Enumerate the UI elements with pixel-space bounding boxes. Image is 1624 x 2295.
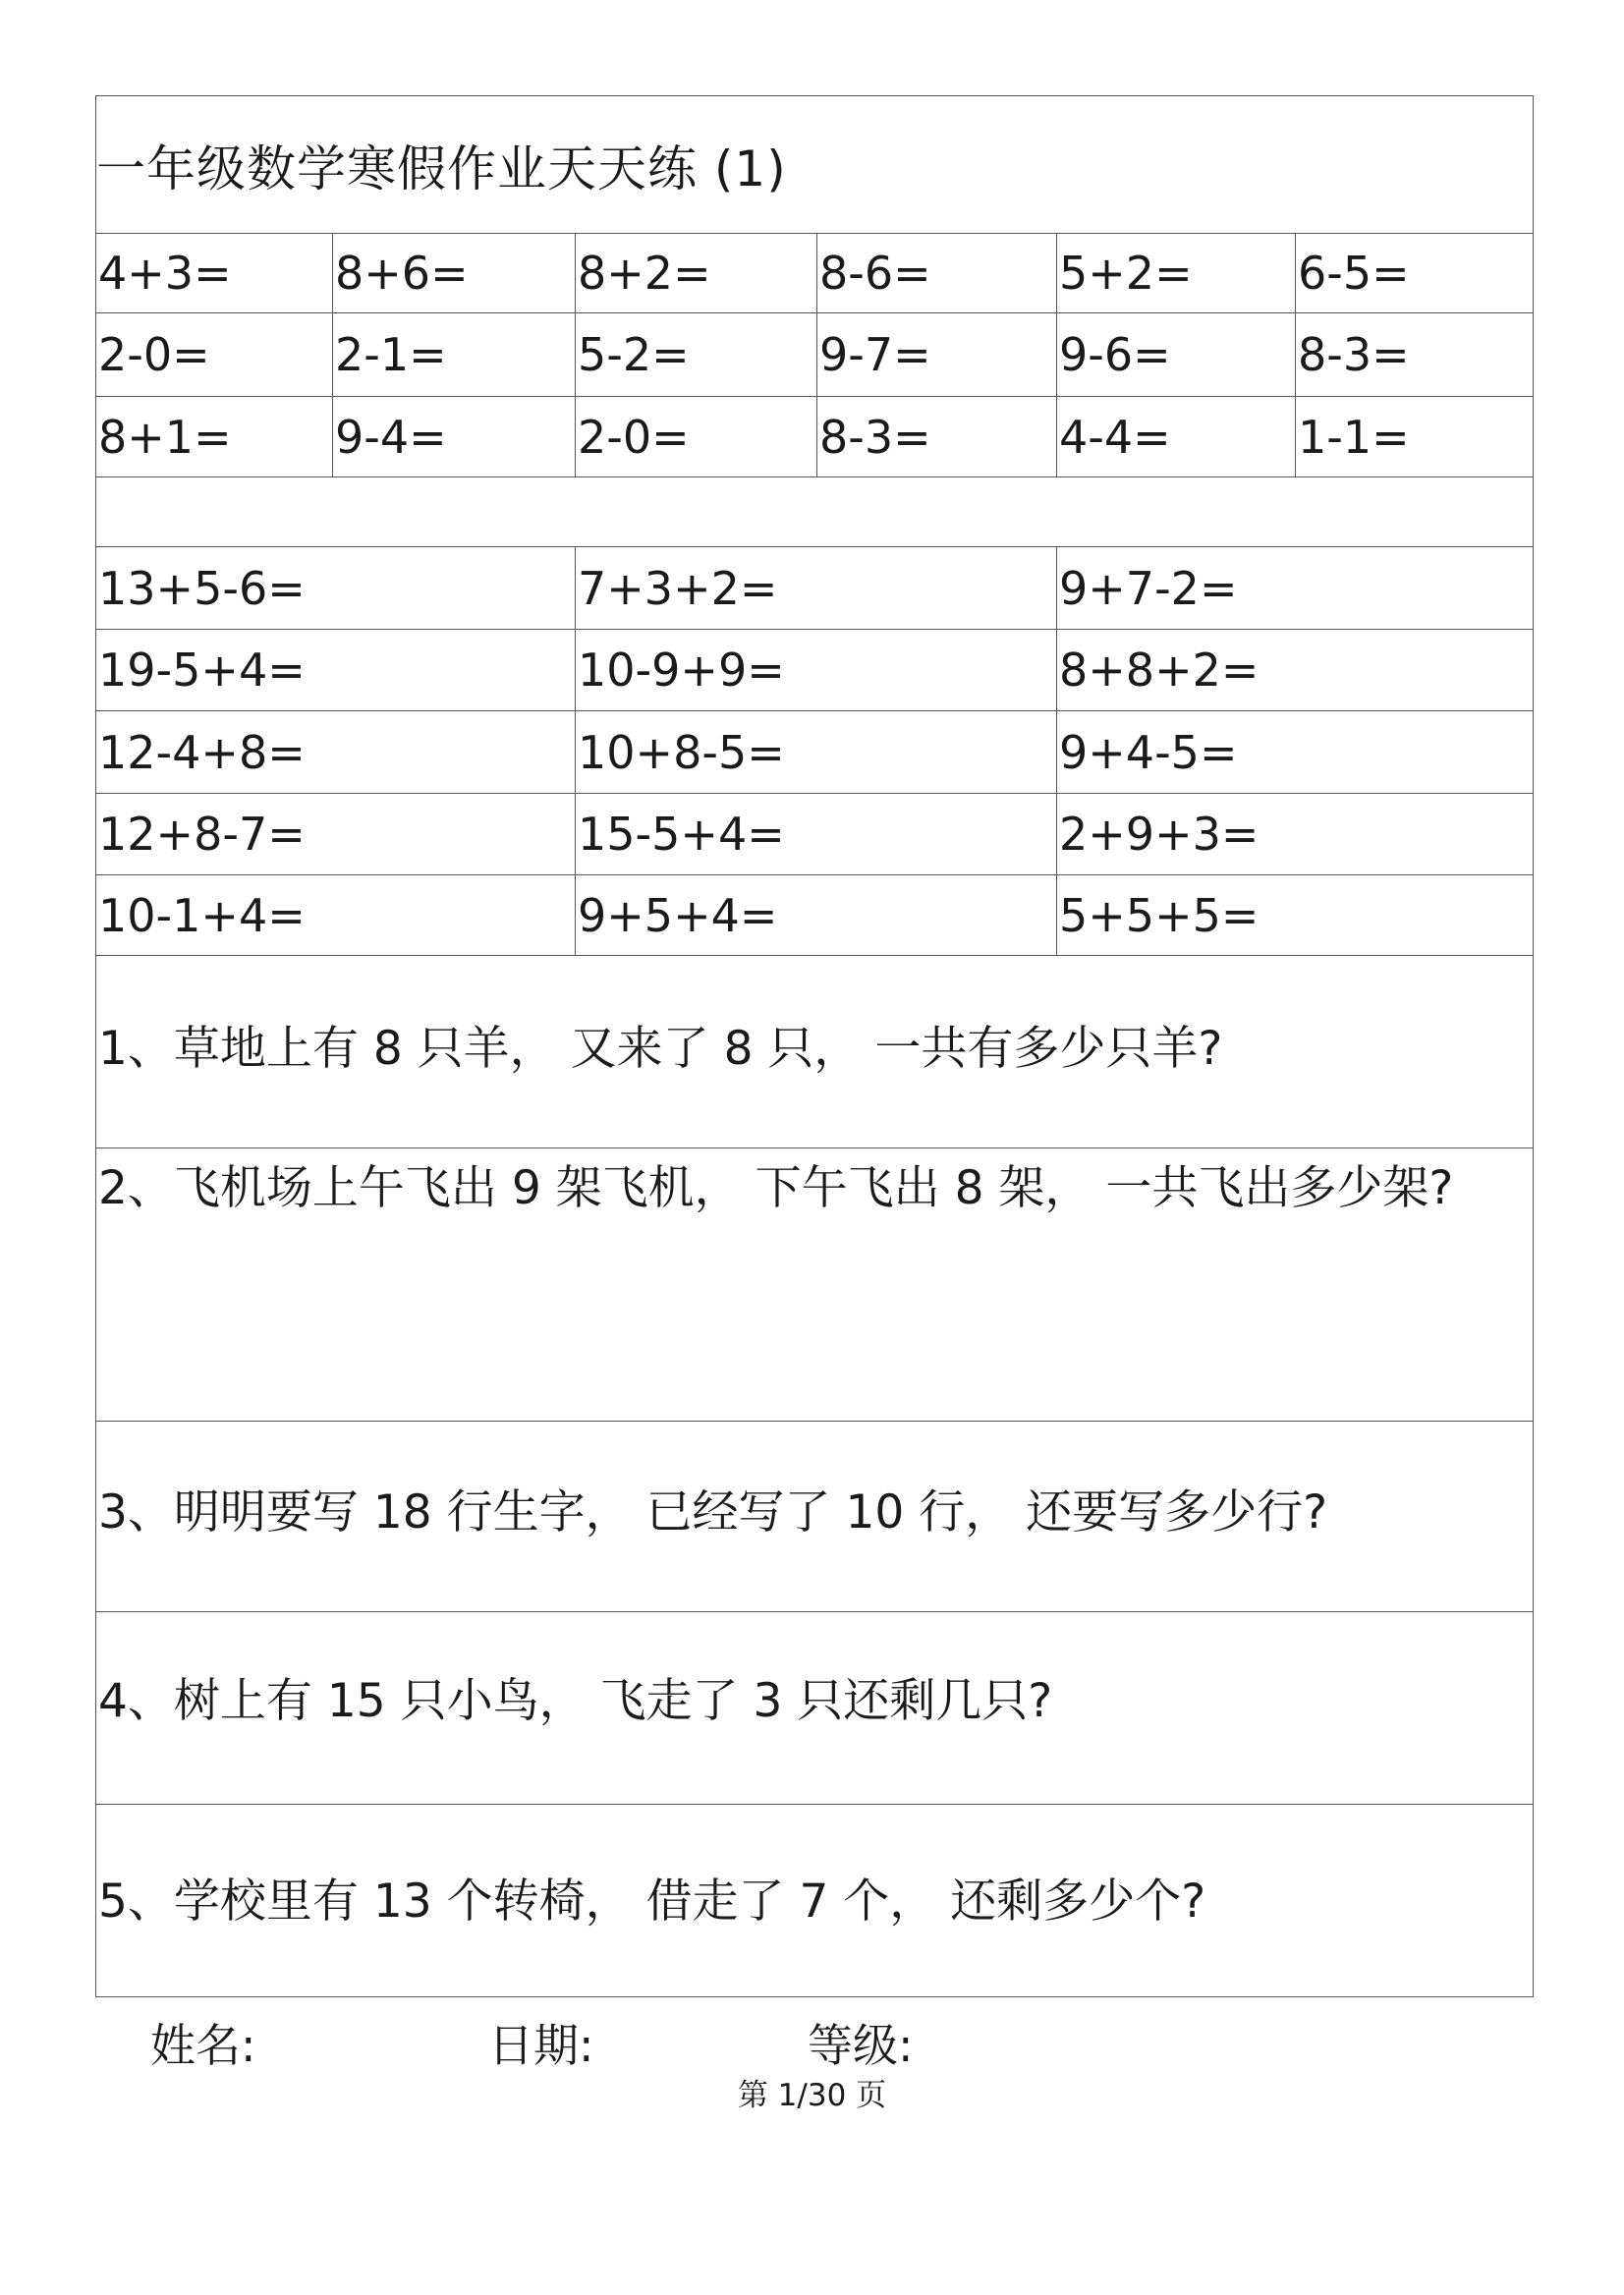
worksheet-title: 一年级数学寒假作业天天练 (1) bbox=[96, 96, 1533, 234]
equation-cell: 2-0= bbox=[98, 328, 210, 381]
equation-cell: 8-3= bbox=[816, 397, 1056, 476]
simple-row-2 bbox=[96, 313, 1533, 397]
equation-cell: 9-7= bbox=[816, 313, 1056, 396]
equation-cell: 15-5+4= bbox=[575, 794, 1056, 874]
equation-cell: 10-1+4= bbox=[98, 888, 306, 942]
equation-cell: 2+9+3= bbox=[1056, 794, 1533, 874]
equation-cell: 8+8+2= bbox=[1056, 630, 1533, 710]
word-problem-5 bbox=[96, 1805, 1533, 1996]
word-problem-text: 4、树上有 15 只小鸟， 飞走了 3 只还剩几只? bbox=[98, 1674, 1053, 1728]
page-number: 第 1/30 页 bbox=[737, 2078, 887, 2113]
worksheet-table bbox=[95, 95, 1534, 1997]
equation-cell: 10+8-5= bbox=[575, 711, 1056, 793]
equation-cell: 2-0= bbox=[575, 397, 816, 476]
equation-cell: 8-3= bbox=[1295, 313, 1533, 396]
mixed-row-1 bbox=[96, 547, 1533, 630]
simple-row-1 bbox=[96, 234, 1533, 313]
mixed-row-4 bbox=[96, 794, 1533, 875]
equation-cell: 12-4+8= bbox=[98, 725, 306, 779]
mixed-row-5 bbox=[96, 875, 1533, 956]
equation-cell: 5+5+5= bbox=[1056, 875, 1533, 955]
equation-cell: 8-6= bbox=[816, 234, 1056, 312]
equation-cell: 9+7-2= bbox=[1056, 547, 1533, 629]
word-problem-text: 2、飞机场上午飞出 9 架飞机， 下午飞出 8 架， 一共飞出多少架? bbox=[98, 1161, 1454, 1215]
word-problem-text: 5、学校里有 13 个转椅， 借走了 7 个， 还剩多少个? bbox=[98, 1875, 1206, 1929]
equation-cell: 5+2= bbox=[1056, 234, 1295, 312]
word-problem-4 bbox=[96, 1612, 1533, 1805]
date-label: 日期: bbox=[488, 2019, 594, 2072]
equation-cell: 9-6= bbox=[1056, 313, 1295, 396]
word-problem-text: 3、明明要写 18 行生字， 已经写了 10 行， 还要写多少行? bbox=[98, 1485, 1328, 1539]
equation-cell: 1-1= bbox=[1295, 397, 1533, 476]
spacer-row bbox=[96, 477, 1533, 547]
mixed-row-2 bbox=[96, 630, 1533, 711]
word-problem-text: 1、草地上有 8 只羊， 又来了 8 只， 一共有多少只羊? bbox=[98, 1022, 1223, 1076]
mixed-row-3 bbox=[96, 711, 1533, 794]
grade-label: 等级: bbox=[808, 2019, 914, 2072]
equation-cell: 6-5= bbox=[1295, 234, 1533, 312]
equation-cell: 12+8-7= bbox=[98, 808, 306, 861]
equation-cell: 2-1= bbox=[332, 313, 575, 396]
equation-cell: 5-2= bbox=[575, 313, 816, 396]
word-problem-2 bbox=[96, 1148, 1533, 1422]
equation-cell: 4+3= bbox=[98, 247, 232, 300]
word-problem-1 bbox=[96, 956, 1533, 1148]
name-label: 姓名: bbox=[150, 2019, 256, 2072]
equation-cell: 9-4= bbox=[332, 397, 575, 476]
equation-cell: 10-9+9= bbox=[575, 630, 1056, 710]
equation-cell: 4-4= bbox=[1056, 397, 1295, 476]
equation-cell: 8+1= bbox=[98, 410, 232, 464]
equation-cell: 19-5+4= bbox=[98, 644, 306, 697]
equation-cell: 7+3+2= bbox=[575, 547, 1056, 629]
equation-cell: 8+6= bbox=[332, 234, 575, 312]
equation-cell: 9+5+4= bbox=[575, 875, 1056, 955]
word-problem-3 bbox=[96, 1422, 1533, 1612]
equation-cell: 13+5-6= bbox=[98, 561, 306, 615]
equation-cell: 9+4-5= bbox=[1056, 711, 1533, 793]
simple-row-3 bbox=[96, 397, 1533, 477]
footer-info bbox=[0, 2002, 1624, 2071]
equation-cell: 8+2= bbox=[575, 234, 816, 312]
